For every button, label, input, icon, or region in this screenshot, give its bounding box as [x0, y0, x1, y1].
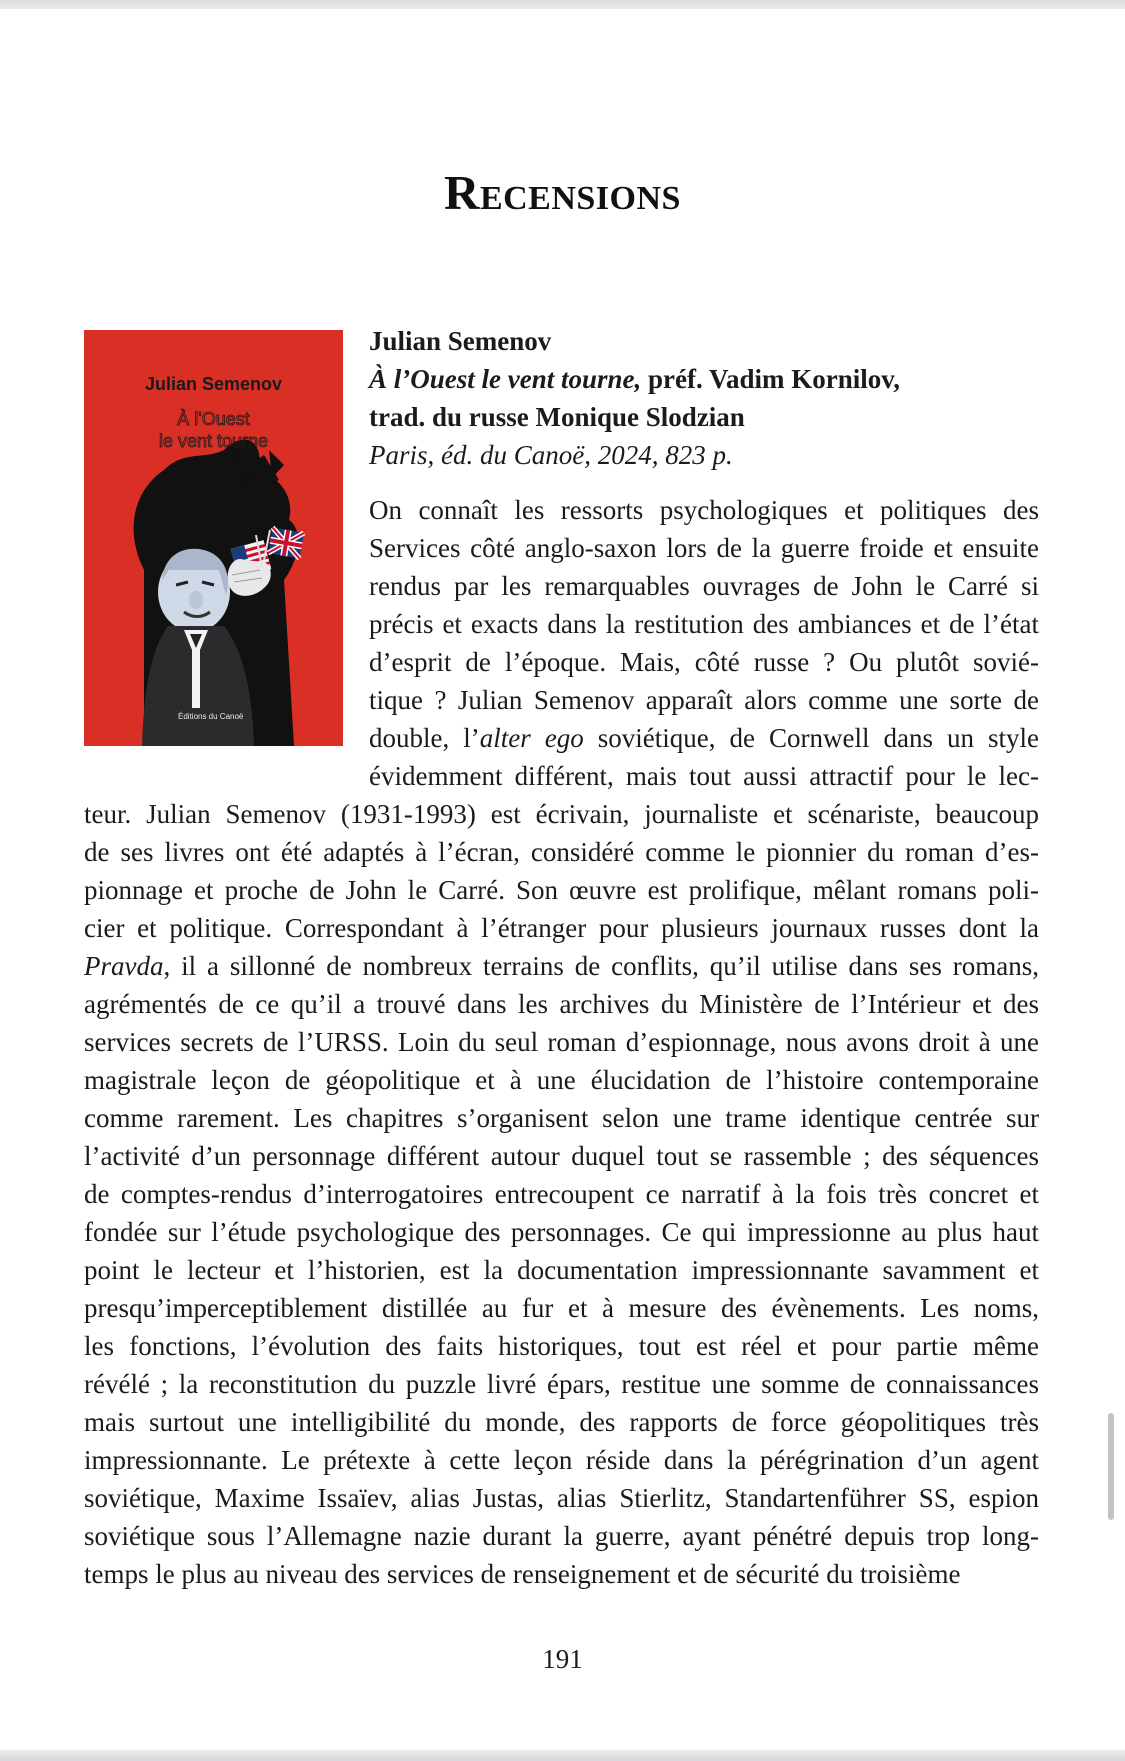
flag-uk-icon — [268, 527, 304, 558]
body-line: d’esprit de l’époque. Mais, côté russe ? Ou plutôt sovié- — [369, 647, 1039, 677]
body-line: On connaît les ressorts psychologiques et politiques des — [369, 495, 1039, 525]
body-line: les fonctions, l’évolution des faits historiques, tout est réel et pour partie même — [84, 1331, 1039, 1361]
body-text-span: soviétique, de Cornwell dans un style — [583, 723, 1040, 753]
body-line: presqu’imperceptiblement distillée au fur et à mesure des évènements. Les noms, — [84, 1293, 1039, 1323]
cover-title-line-2: le vent tourne — [158, 431, 269, 451]
body-line: rendus par les remarquables ouvrages de John le Carré si — [369, 571, 1039, 601]
body-line: temps le plus au niveau des services de renseignement et de sécurité du troisième — [84, 1559, 961, 1589]
italic-term: alter ego — [479, 723, 584, 753]
body-line: teur. Julian Semenov (1931-1993) est écrivain, journaliste et scénariste, beaucoup — [84, 799, 1039, 829]
body-line: fondée sur l’étude psychologique des personnages. Ce qui impressionne au plus haut — [84, 1217, 1039, 1247]
review-author: Julian Semenov — [369, 326, 552, 356]
italic-term: Pravda — [84, 951, 164, 981]
body-line: soviétique, Maxime Issaïev, alias Justas, alias Stierlitz, Standartenführer SS, espion — [84, 1483, 1039, 1513]
page-number: 191 — [542, 1644, 583, 1674]
body-line: cier et politique. Correspondant à l’étranger pour plusieurs journaux russes dont la — [84, 913, 1039, 943]
body-line: révélé ; la reconstitution du puzzle livré épars, restitue une somme de connaissances — [84, 1369, 1039, 1399]
review-title-line — [369, 360, 1059, 398]
body-line — [84, 947, 1039, 985]
section-title-initial: R — [444, 165, 480, 220]
review-heading — [369, 322, 1059, 474]
page-top-edge — [0, 0, 1125, 9]
body-line — [369, 719, 1039, 757]
cover-title-line-1: À l'Ouest — [177, 409, 250, 429]
body-line: l’activité d’un personnage différent autour duquel tout se rassemble ; des séquences — [84, 1141, 1039, 1171]
cover-author: Julian Semenov — [144, 374, 283, 394]
section-title-rest: ecensions — [479, 165, 681, 220]
body-line: soviétique sous l’Allemagne nazie durant la guerre, ayant pénétré depuis trop long- — [84, 1521, 1039, 1551]
translator-credit: trad. du russe Monique Slodzian — [369, 402, 745, 432]
cover-title — [84, 408, 343, 452]
body-line: agrémentés de ce qu’il a trouvé dans les archives du Ministère de l’Intérieur et des — [84, 989, 1039, 1019]
body-line: précis et exacts dans la restitution des ambiances et de l’état — [369, 609, 1039, 639]
cover-publisher: Éditions du Canoë — [178, 712, 244, 721]
body-line: impressionnante. Le prétexte à cette leçon réside dans la pérégrination d’un agent — [84, 1445, 1039, 1475]
body-line: tique ? Julian Semenov apparaît alors comme une sorte de — [369, 685, 1039, 715]
body-line: point le lecteur et l’historien, est la documentation impressionnante savamment et — [84, 1255, 1039, 1285]
body-line: évidemment différent, mais tout aussi attractif pour le lec- — [369, 761, 1039, 791]
publication-info: Paris, éd. du Canoë, 2024, 823 p. — [369, 440, 733, 470]
body-line: magistrale leçon de géopolitique et à une élucidation de l’histoire contemporaine — [84, 1065, 1039, 1095]
body-line: de comptes-rendus d’interrogatoires entrecoupent ce narratif à la fois très concret et — [84, 1179, 1039, 1209]
body-line: de ses livres ont été adaptés à l’écran, considéré comme le pionnier du roman d’es- — [84, 837, 1039, 867]
book-title: À l’Ouest le vent tourne, — [369, 364, 642, 394]
page-bottom-edge — [0, 1750, 1125, 1761]
body-line: pionnage et proche de John le Carré. Son œuvre est prolifique, mêlant romans poli- — [84, 875, 1039, 905]
body-line: mais surtout une intelligibilité du monde, des rapports de force géopolitiques très — [84, 1407, 1039, 1437]
body-text-span: double, l’ — [369, 723, 480, 753]
body-text-span: , il a sillonné de nombreux terrains de conflits, qu’il utilise dans ses romans, — [163, 951, 1039, 981]
section-title — [0, 165, 1125, 220]
body-line: services secrets de l’URSS. Loin du seul roman d’espionnage, nous avons droit à une — [84, 1027, 1039, 1057]
body-line: comme rarement. Les chapitres s’organisent selon une trame identique centrée sur — [84, 1103, 1039, 1133]
scroll-indicator[interactable] — [1108, 1413, 1114, 1520]
book-cover-image — [84, 330, 343, 746]
preface-credit: préf. Vadim Kornilov, — [641, 364, 901, 394]
body-line: Services côté anglo-saxon lors de la guerre froide et ensuite — [369, 533, 1039, 563]
